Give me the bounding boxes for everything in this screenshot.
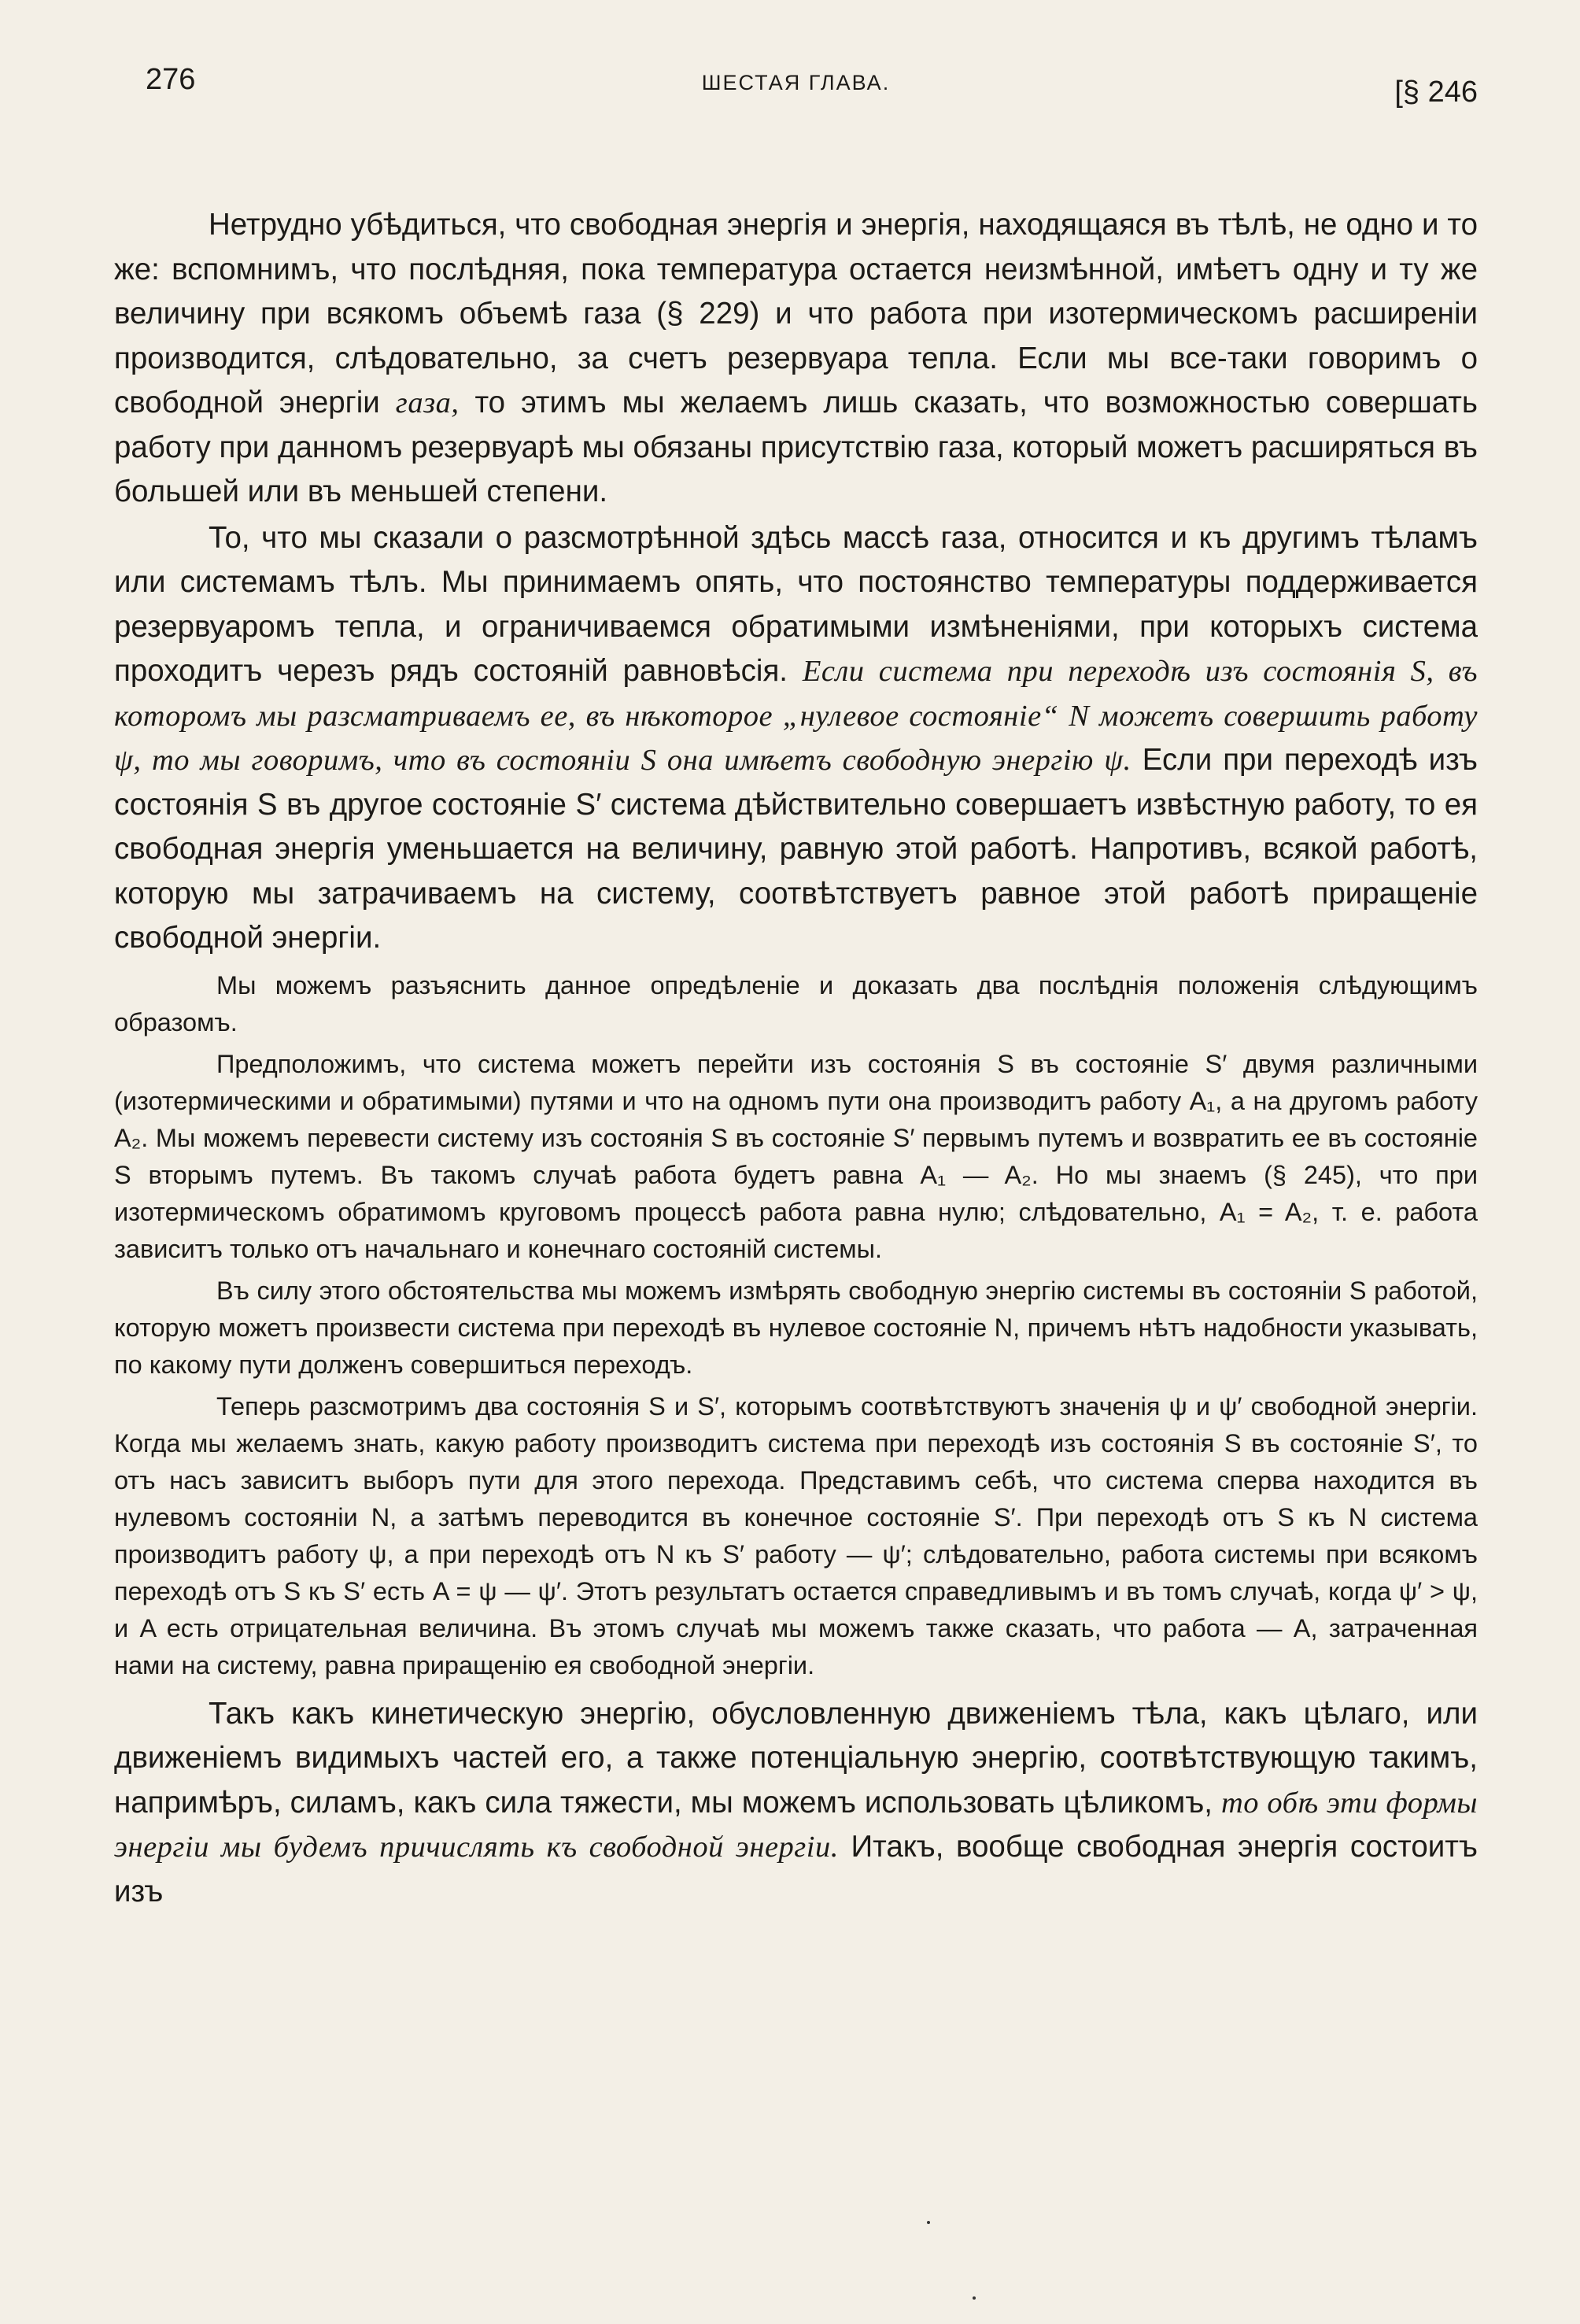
paragraph-small-two-states: Теперь разсмотримъ два состоянія S и S′, которымъ соотвѣтствуютъ значенія ψ и ψ′ свободной энергіи. Когда мы желаемъ знать, какую работу производитъ система при переходѣ изъ состоянія S въ состояніе S′, то отъ насъ зависитъ выборъ пути для этого перехода. Представимъ себѣ, что система сперва находится въ нулевомъ состояніи N, а затѣмъ переводится въ конечное состояніе S′. При переходѣ отъ S къ N система производитъ работу ψ, а при переходѣ отъ N къ S′ работу — ψ′; слѣдовательно, работа системы при всякомъ переходѣ отъ S къ S′ есть A = ψ — ψ′. Этотъ результатъ остается справедливымъ и въ томъ случаѣ, когда ψ′ > ψ, и A есть отрицательная величина. Въ этомъ случаѣ мы можемъ также сказать, что работа — A, затраченная нами на систему, равна приращенію ея свободной энергіи. — [114, 1391, 1478, 1679]
paragraph-text: Нетрудно убѣдиться, что свободная энергія и энергія, находящаяся въ тѣлѣ, не одно и то же: вспомнимъ, что послѣдняя, пока температура остается неизмѣнной, имѣетъ одну и ту же величину при всякомъ объемѣ газа (§ 229) и что работа при изотермическомъ расширеніи производится, слѣдовательно, за счетъ резервуара тепла. Если мы все-таки говоримъ о свободной энергіи — [114, 208, 1478, 419]
section-reference: [§ 246 — [1394, 76, 1478, 109]
paragraph-text: Если при переходѣ изъ состоянія S въ другое состояніе S′ система дѣйствительно совершаетъ извѣстную работу, то ея свободная энергія уменьшается на величину, равную этой работѣ. Напротивъ, всякой работѣ, которую мы затрачиваемъ на систему, соотвѣтствуетъ равное этой работѣ приращеніе свободной энергіи. — [114, 743, 1478, 955]
paragraph-kinetic-potential — [114, 1692, 1478, 1915]
italic-emphasis: то обѣ эти формы энергіи мы будемъ причислять къ свободной энергіи. — [114, 1786, 1478, 1864]
paragraph-text: Такъ какъ кинетическую энергію, обусловленную движеніемъ тѣла, какъ цѣлаго, или движеніемъ видимыхъ частей его, а также потенціальную энергію, соотвѣтствующую такимъ, напримѣръ, силамъ, какъ сила тяжести, мы можемъ использовать цѣликомъ, — [114, 1696, 1478, 1820]
italic-emphasis: газа, — [395, 386, 460, 419]
chapter-title: ШЕСТАЯ ГЛАВА. — [701, 71, 891, 94]
paragraph-small-intro: Мы можемъ разъяснить данное опредѣленіе и доказать два послѣднія положенія слѣдующимъ образомъ. — [114, 970, 1478, 1036]
paragraph-small-proof: Предположимъ, что система можетъ перейти изъ состоянія S въ состояніе S′ двумя различными (изотермическими и обратимыми) путями и что на одномъ пути она производитъ работу A₁, а на другомъ работу A₂. Мы можемъ перевести систему изъ состоянія S въ состояніе S′ первымъ путемъ и возвратить ее въ состояніе S вторымъ путемъ. Въ такомъ случаѣ работа будетъ равна A₁ — A₂. Но мы знаемъ (§ 245), что при изотермическомъ обратимомъ круговомъ процессѣ работа равна нулю; слѣдовательно, A₁ = A₂, т. е. работа зависитъ только отъ начальнаго и конечнаго состояній системы. — [114, 1049, 1478, 1263]
page-number: 276 — [146, 63, 196, 96]
paragraph-text: Итакъ, вообще свободная энергія состоитъ изъ — [114, 1830, 1478, 1908]
paragraph-text: То, что мы сказали о разсмотрѣнной здѣсь массѣ газа, относится и къ другимъ тѣламъ или системамъ тѣлъ. Мы принимаемъ опять, что постоянство температуры поддерживается резервуаромъ тепла, и ограничиваемся обратимыми измѣненіями, при которыхъ система проходитъ черезъ рядъ состояній равновѣсія. — [114, 520, 1478, 688]
print-speck — [973, 2296, 976, 2300]
paragraph-text: то этимъ мы желаемъ лишь сказать, что возможностью совершать работу при данномъ резервуарѣ мы обязаны присутствію газа, который можетъ расширяться въ большей или въ меньшей степени. — [114, 386, 1478, 508]
running-header — [114, 55, 1478, 110]
italic-definition: Если система при переходѣ изъ состоянія S, въ которомъ мы разсматриваемъ ее, въ нѣкоторое „нулевое состояніе“ N можетъ совершить работу ψ, то мы говоримъ, что въ состояніи S она имѣетъ свободную энергію ψ. — [114, 655, 1478, 777]
paragraph-free-energy-definition — [114, 516, 1478, 961]
body-text — [114, 203, 1478, 1914]
print-speck — [927, 2221, 930, 2224]
paragraph-free-energy-distinction — [114, 203, 1478, 515]
paragraph-small-measure: Въ силу этого обстоятельства мы можемъ измѣрять свободную энергію системы въ состояніи S работой, которую можетъ произвести система при переходѣ въ нулевое состояніе N, причемъ нѣтъ надобности указывать, по какому пути долженъ совершиться переходъ. — [114, 1276, 1478, 1379]
